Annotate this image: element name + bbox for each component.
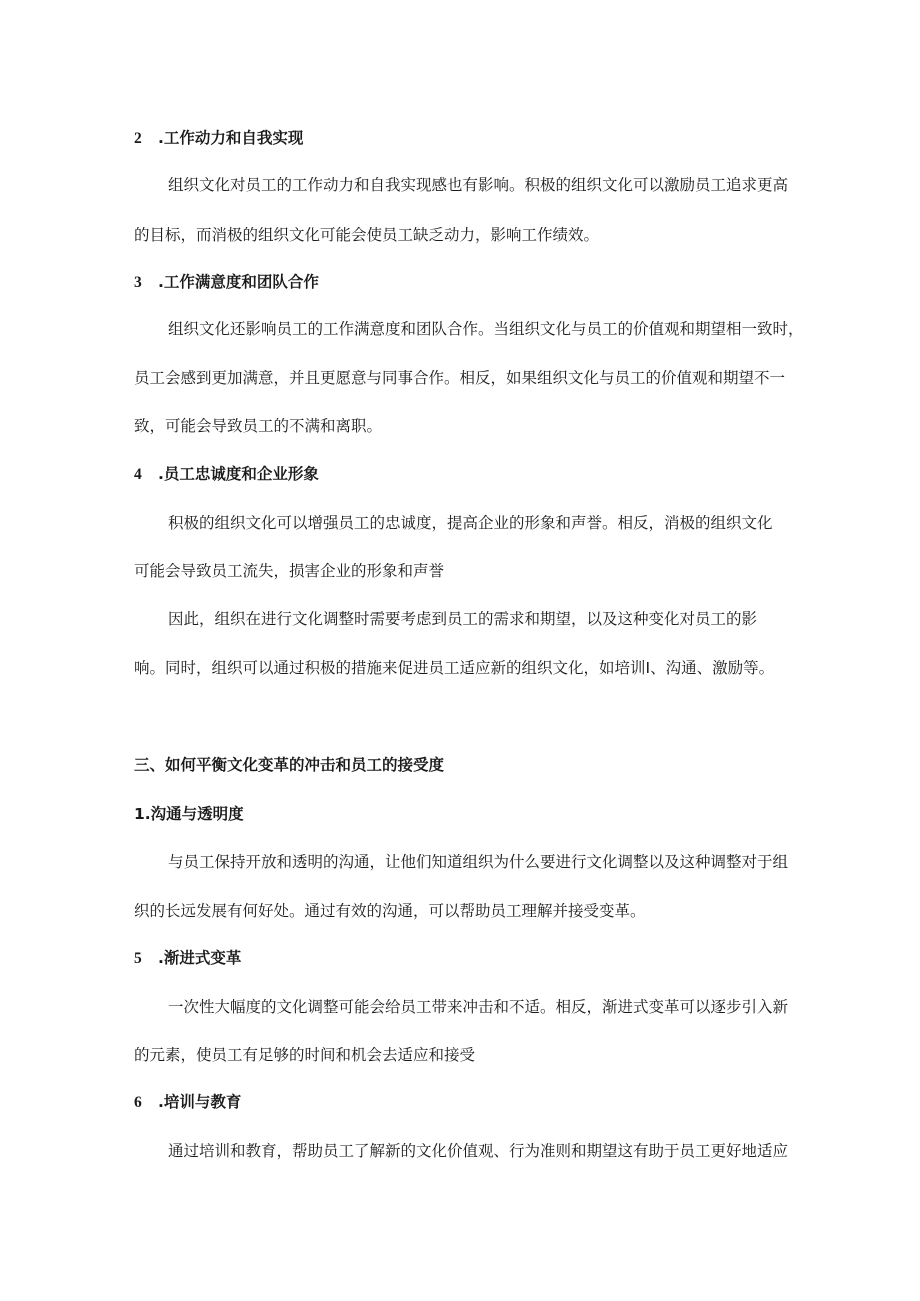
section-3-paragraph-line-1: 组织文化还影响员工的工作满意度和团队合作。当组织文化与员工的价值观和期望相一致时， bbox=[168, 320, 804, 338]
section-2-paragraph-line-1: 组织文化对员工的工作动力和自我实现感也有影响。积极的组织文化可以激励员工追求更高 bbox=[168, 176, 789, 194]
section-2-title: .工作动力和自我实现 bbox=[158, 129, 304, 147]
subsection-1-paragraph-line-2: 织的长远发展有何好处。通过有效的沟通，可以帮助员工理解并接受变革。 bbox=[134, 902, 646, 920]
section-6-title: .培训与教育 bbox=[158, 1093, 242, 1111]
section-4-paragraph-line-1: 积极的组织文化可以增强员工的忠诚度，提高企业的形象和声誉。相反，消极的组织文化 bbox=[168, 514, 773, 532]
section-6-paragraph-line-1: 通过培训和教育，帮助员工了解新的文化价值观、行为准则和期望这有助于员工更好地适应 bbox=[168, 1142, 789, 1160]
section-3-paragraph-line-2: 员工会感到更加满意，并且更愿意与同事合作。相反，如果组织文化与员工的价值观和期望不一 bbox=[134, 369, 786, 387]
subsection-1-heading: 1.沟通与透明度 bbox=[134, 805, 244, 823]
section-3-paragraph-line-3: 致，可能会导致员工的不满和离职。 bbox=[134, 417, 383, 435]
section-3-heading bbox=[134, 271, 319, 294]
section-5-number: 5 bbox=[134, 950, 142, 967]
section-5-title: .渐进式变革 bbox=[158, 949, 242, 967]
section-2-paragraph-line-2: 的目标，而消极的组织文化可能会使员工缺乏动力，影响工作绩效。 bbox=[134, 226, 600, 244]
conclusion-paragraph-line-2: 响。同时，组织可以通过积极的措施来促进员工适应新的组织文化，如培训Ⅰ、沟通、激励等。 bbox=[134, 659, 775, 677]
section-5-heading bbox=[134, 947, 241, 970]
section-4-title: .员工忠诚度和企业形象 bbox=[158, 465, 319, 483]
part-3-heading: 三、如何平衡文化变革的冲击和员工的接受度 bbox=[134, 756, 445, 774]
section-5-paragraph-line-2: 的元素，使员工有足够的时间和机会去适应和接受 bbox=[134, 1046, 476, 1064]
section-6-number: 6 bbox=[134, 1094, 142, 1111]
section-5-paragraph-line-1: 一次性大幅度的文化调整可能会给员工带来冲击和不适。相反，渐进式变革可以逐步引入新 bbox=[168, 998, 789, 1016]
section-2-number: 2 bbox=[134, 130, 142, 147]
section-3-number: 3 bbox=[134, 274, 142, 291]
section-4-paragraph-line-2: 可能会导致员工流失，损害企业的形象和声誉 bbox=[134, 562, 445, 580]
section-4-heading bbox=[134, 463, 319, 486]
section-6-heading bbox=[134, 1091, 241, 1114]
conclusion-paragraph-line-1: 因此，组织在进行文化调整时需要考虑到员工的需求和期望，以及这种变化对员工的影 bbox=[168, 610, 758, 628]
section-4-number: 4 bbox=[134, 466, 142, 483]
section-3-title: .工作满意度和团队合作 bbox=[158, 273, 319, 291]
section-2-heading bbox=[134, 127, 303, 150]
subsection-1-paragraph-line-1: 与员工保持开放和透明的沟通，让他们知道组织为什么要进行文化调整以及这种调整对于组 bbox=[168, 853, 789, 871]
